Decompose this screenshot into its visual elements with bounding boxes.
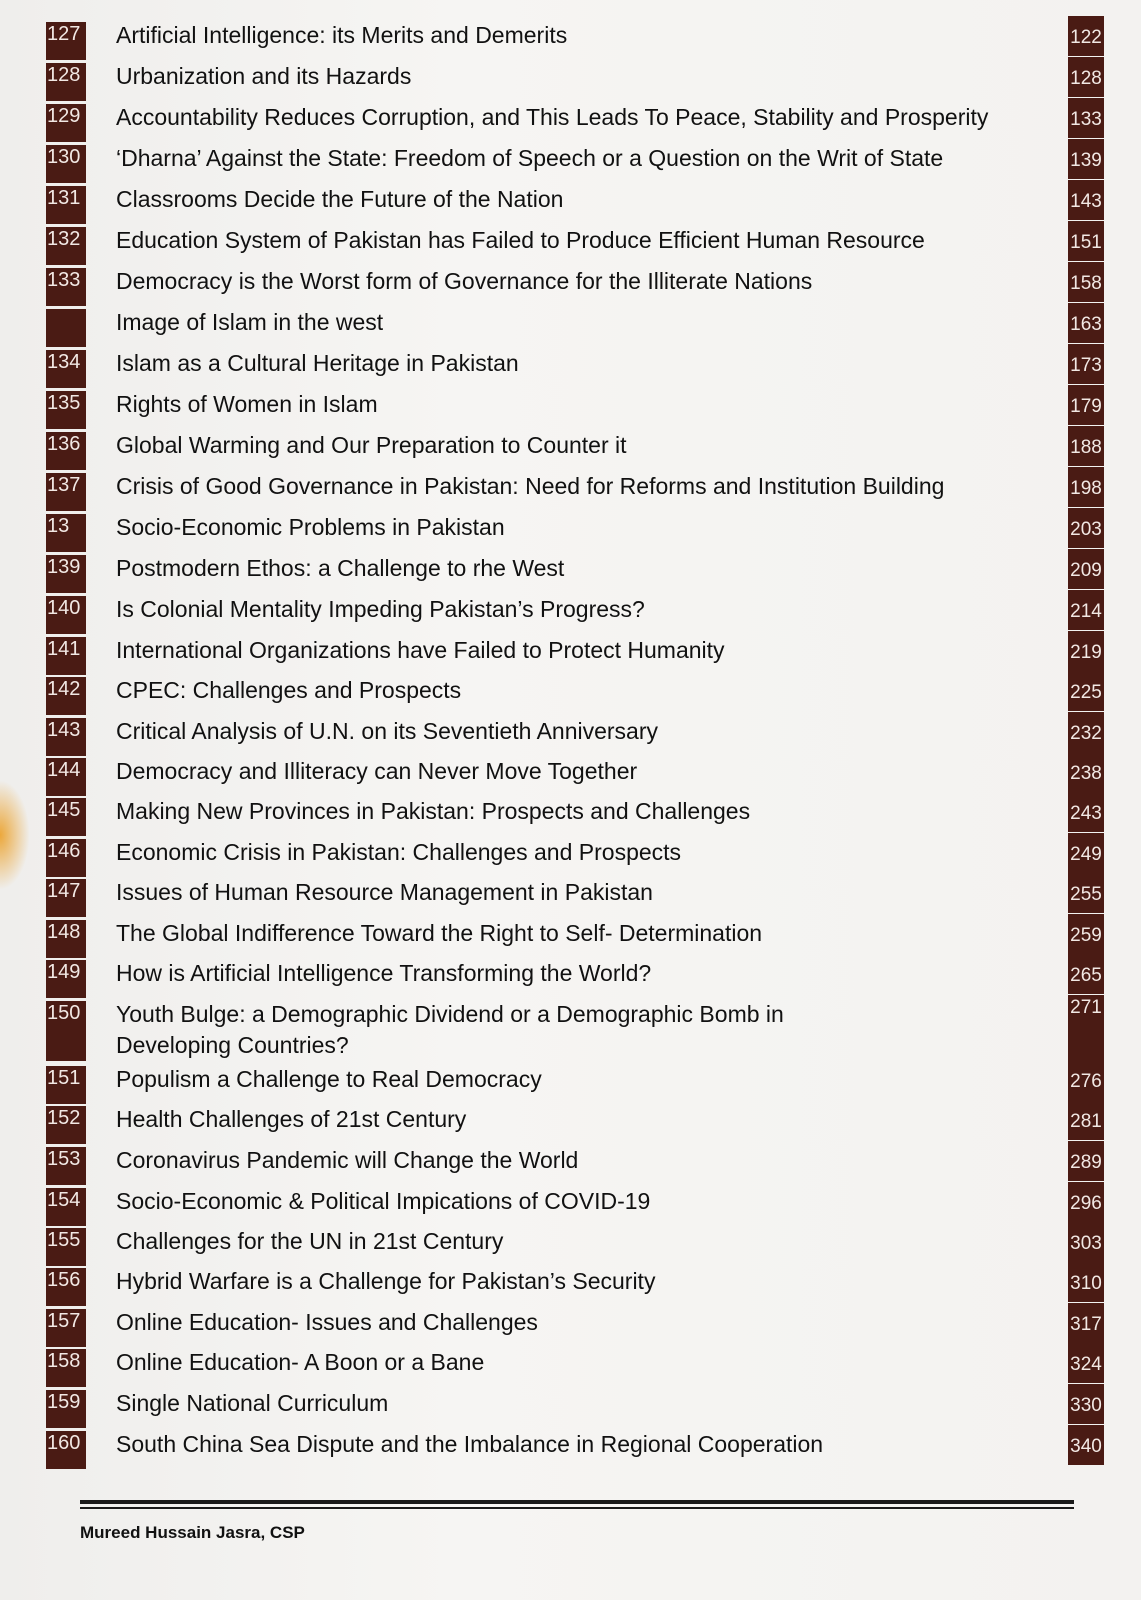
entry-title: Hybrid Warfare is a Challenge for Pakistan’s Security [116,1268,656,1294]
entry-page-number: 255 [1068,873,1104,913]
entry-number: 144 [46,758,86,796]
entry-title: Economic Crisis in Pakistan: Challenges and Prospects [116,839,682,865]
entry-number: 131 [46,186,86,224]
entry-number: 127 [46,22,86,60]
entry-title: Socio-Economic Problems in Pakistan [116,514,505,540]
entry-page-number: 225 [1068,671,1104,711]
entry-title: Critical Analysis of U.N. on its Seventieth Anniversary [116,718,659,744]
entry-number: 153 [46,1147,86,1185]
entry-page-number: 143 [1068,180,1104,220]
entry-page-number: 276 [1068,1060,1104,1100]
entry-page-number: 232 [1068,712,1104,752]
entry-title: Online Education- A Boon or a Bane [116,1349,485,1375]
entry-page-number: 179 [1068,385,1104,425]
entry-title: Image of Islam in the west [116,309,384,335]
footer-rule-thin [80,1507,1074,1509]
entry-page-number: 173 [1068,344,1104,384]
entry-number: 148 [46,920,86,958]
entry-title: Democracy and Illiteracy can Never Move Together [116,758,638,784]
entry-number: 128 [46,63,86,101]
entry-number: 159 [46,1390,86,1428]
entry-title: The Global Indifference Toward the Right to Self- Determination [116,920,763,946]
entry-page-number: 198 [1068,467,1104,507]
entry-page-number: 163 [1068,303,1104,343]
entry-title: Populism a Challenge to Real Democracy [116,1066,542,1092]
entry-page-number: 289 [1068,1141,1104,1181]
entry-title: Is Colonial Mentality Impeding Pakistan’s Progress? [116,596,645,622]
entry-page-number: 340 [1068,1425,1104,1465]
entry-title: Artificial Intelligence: its Merits and Demerits [116,22,568,48]
entry-page-number: 188 [1068,426,1104,466]
entry-title: Rights of Women in Islam [116,391,378,417]
entry-title: Coronavirus Pandemic will Change the World [116,1147,579,1173]
entry-number: 141 [46,637,86,675]
entry-number: 139 [46,555,86,593]
entry-title: Health Challenges of 21st Century [116,1106,467,1132]
entry-title: Education System of Pakistan has Failed to Produce Efficient Human Resource [116,227,925,253]
entry-number: 142 [46,677,86,715]
entry-number: 145 [46,798,86,836]
entry-page-number: 303 [1068,1222,1104,1262]
entry-title: Youth Bulge: a Demographic Dividend or a Demographic Bomb in Developing Countries? [116,1001,784,1058]
entry-title: ‘Dharna’ Against the State: Freedom of Speech or a Question on the Writ of State [116,145,944,171]
entry-number: 156 [46,1268,86,1306]
entry-title: International Organizations have Failed to Protect Humanity [116,637,725,663]
entry-title: Urbanization and its Hazards [116,63,412,89]
entry-page-number: 238 [1068,752,1104,792]
entry-title: How is Artificial Intelligence Transforming the World? [116,960,652,986]
entry-number: 132 [46,227,86,265]
entry-number: 146 [46,839,86,877]
entry-title: Global Warming and Our Preparation to Counter it [116,432,627,458]
entry-number: 160 [46,1431,86,1469]
entry-title: Single National Curriculum [116,1390,389,1416]
entry-number: 135 [46,391,86,429]
entry-number: 129 [46,104,86,142]
entry-title: CPEC: Challenges and Prospects [116,677,462,703]
entry-title: Issues of Human Resource Management in Pakistan [116,879,653,905]
entry-page-number: 271 [1068,995,1104,1075]
entry-title: South China Sea Dispute and the Imbalance in Regional Cooperation [116,1431,824,1457]
footer-rule-thick [80,1500,1074,1504]
entry-number: 133 [46,268,86,306]
entry-number: 147 [46,879,86,917]
entry-number: 136 [46,432,86,470]
entry-number [46,309,86,347]
entry-page-number: 249 [1068,833,1104,873]
entry-number: 143 [46,718,86,756]
entry-page-number: 214 [1068,590,1104,630]
entry-page-number: 158 [1068,262,1104,302]
entry-page-number: 243 [1068,792,1104,832]
entry-number: 154 [46,1188,86,1226]
entry-page-number: 219 [1068,631,1104,671]
entry-number: 137 [46,473,86,511]
entry-number: 157 [46,1309,86,1347]
entry-number: 134 [46,350,86,388]
entry-title: Islam as a Cultural Heritage in Pakistan [116,350,519,376]
entry-number: 13 [46,514,86,552]
entry-title: Classrooms Decide the Future of the Nation [116,186,564,212]
entry-page-number: 296 [1068,1182,1104,1222]
entry-page-number: 281 [1068,1100,1104,1140]
entry-page-number: 209 [1068,549,1104,589]
author-credit: Mureed Hussain Jasra, CSP [80,1523,305,1542]
entry-page-number: 317 [1068,1303,1104,1343]
entry-page-number: 265 [1068,954,1104,994]
entry-title: Online Education- Issues and Challenges [116,1309,538,1335]
entry-page-number: 133 [1068,98,1104,138]
entry-title: Postmodern Ethos: a Challenge to rhe West [116,555,565,581]
entry-number: 152 [46,1106,86,1144]
entry-title: Challenges for the UN in 21st Century [116,1228,504,1254]
entry-title: Democracy is the Worst form of Governance for the Illiterate Nations [116,268,813,294]
entry-title: Socio-Economic & Political Impications of COVID-19 [116,1188,651,1214]
entry-number: 149 [46,960,86,998]
entry-title: Making New Provinces in Pakistan: Prospects and Challenges [116,798,751,824]
entry-page-number: 324 [1068,1343,1104,1383]
entry-page-number: 128 [1068,57,1104,97]
entry-page-number: 151 [1068,221,1104,261]
entry-page-number: 259 [1068,914,1104,954]
entry-number: 150 [46,1001,86,1061]
entry-number: 140 [46,596,86,634]
entry-number: 155 [46,1228,86,1266]
entry-page-number: 310 [1068,1262,1104,1302]
entry-number: 158 [46,1349,86,1387]
entry-page-number: 203 [1068,508,1104,548]
entry-title: Accountability Reduces Corruption, and This Leads To Peace, Stability and Prosperity [116,104,989,130]
entry-page-number: 330 [1068,1384,1104,1424]
entry-number: 151 [46,1066,86,1104]
entry-title: Crisis of Good Governance in Pakistan: Need for Reforms and Institution Building [116,473,945,499]
entry-number: 130 [46,145,86,183]
entry-page-number: 139 [1068,139,1104,179]
entry-page-number: 122 [1068,16,1104,56]
